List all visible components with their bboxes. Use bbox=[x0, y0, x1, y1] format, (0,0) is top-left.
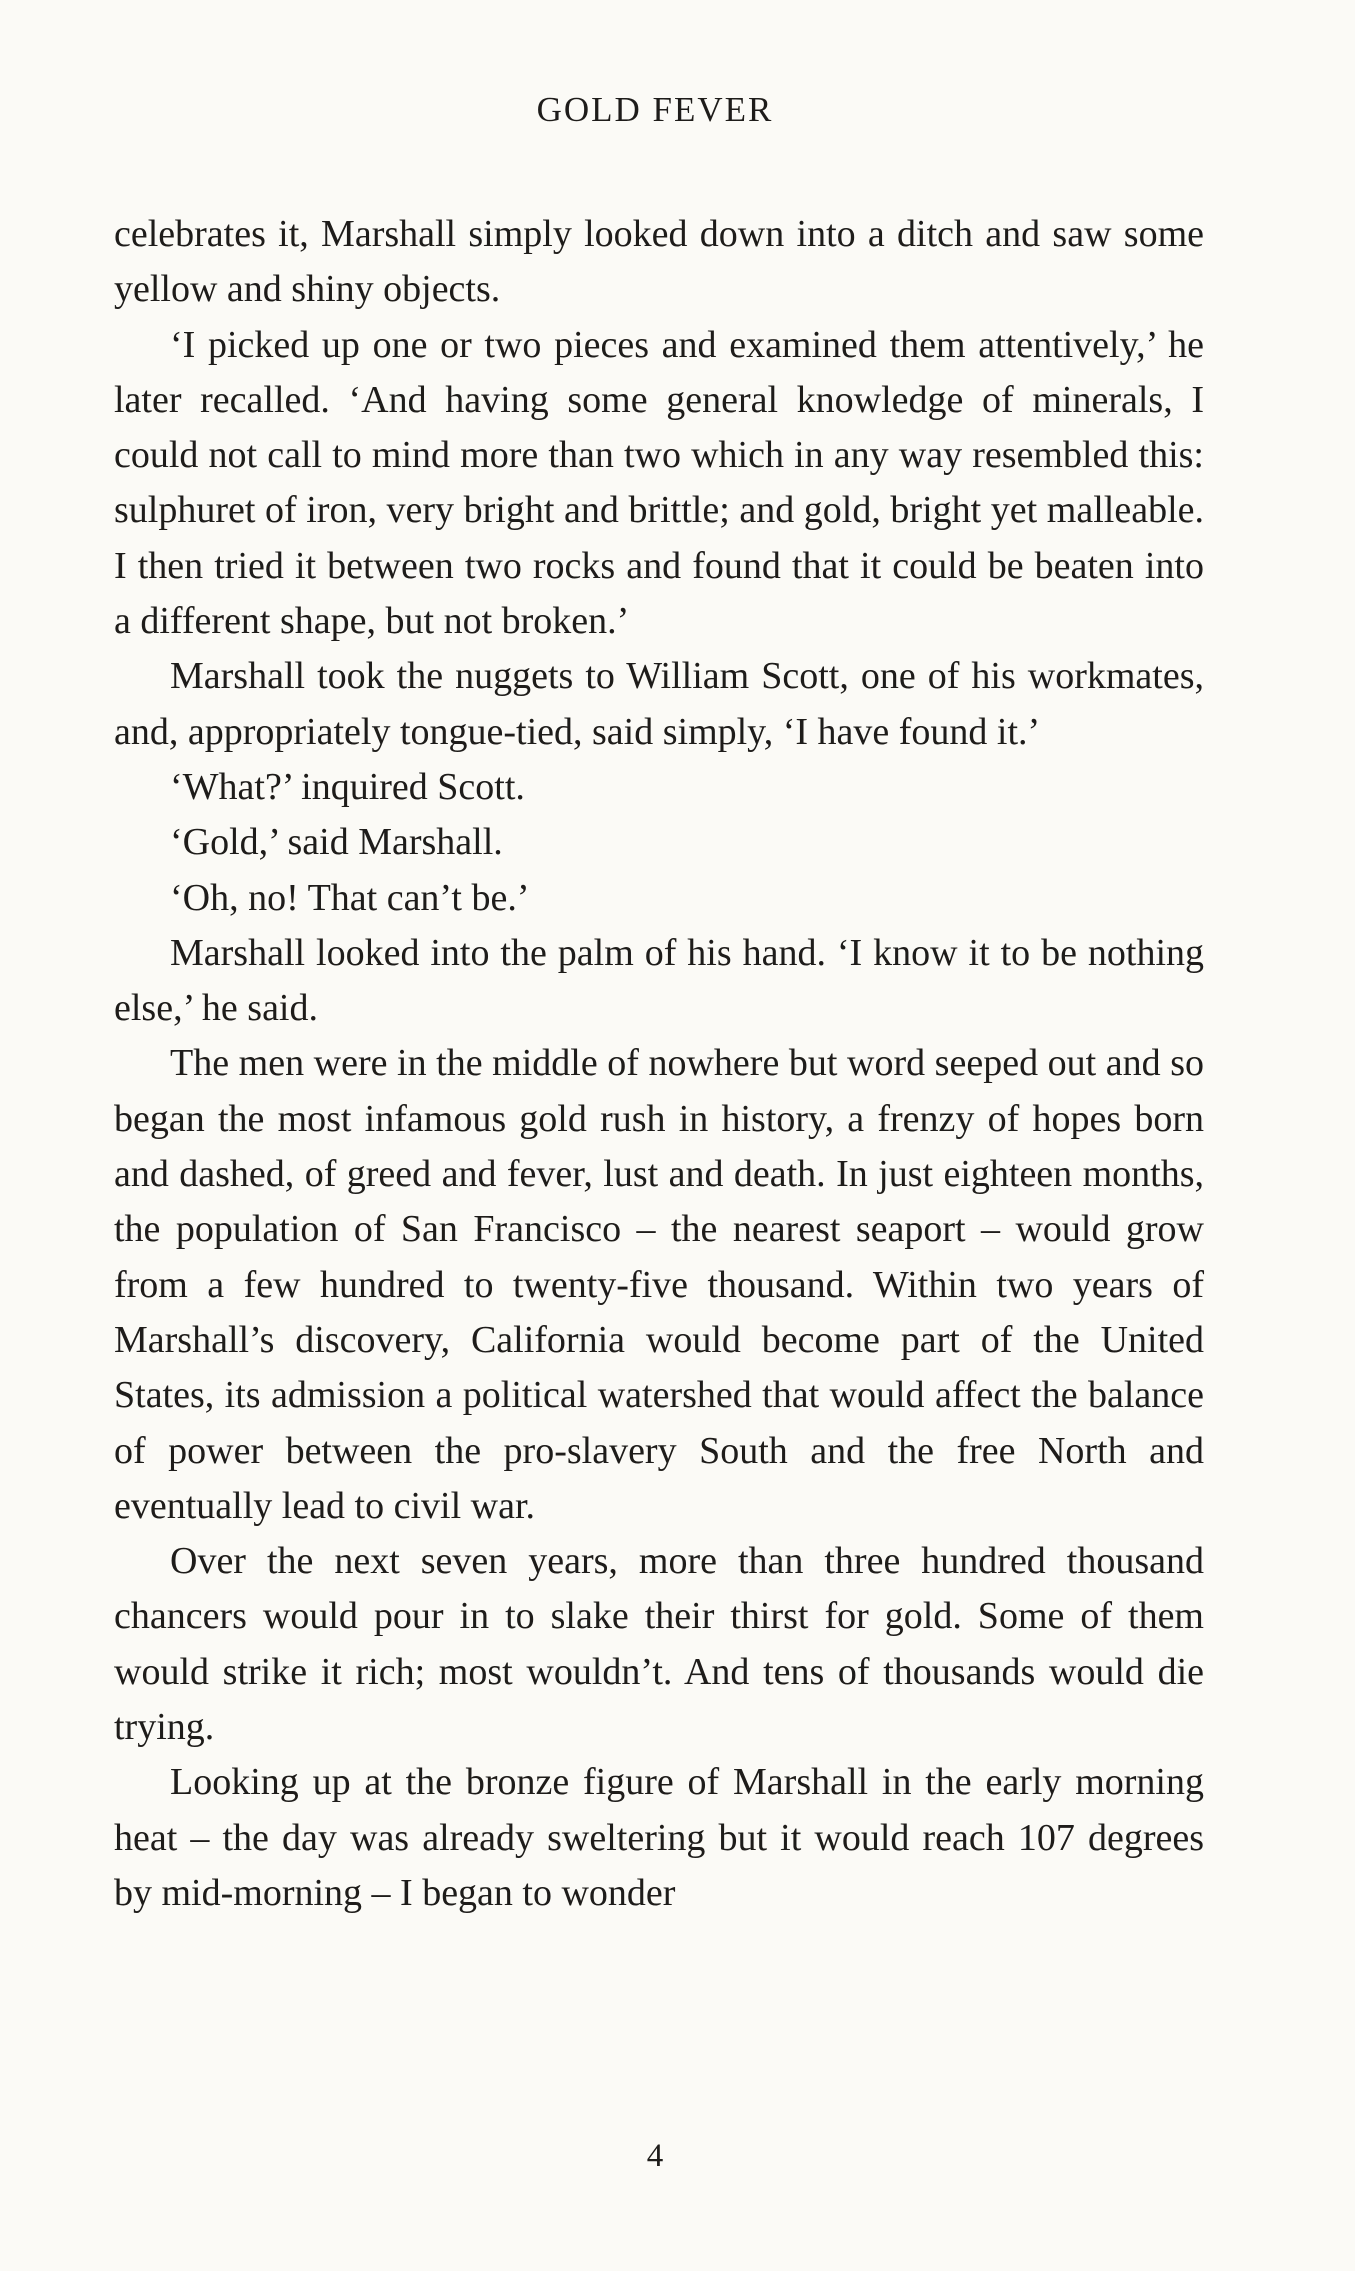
paragraph-seven-years: Over the next seven years, more than three hundred thousand chancers would pour in to slake their thirst for gold. Some of them would strike it rich; most wouldn’t. And tens of thousands would die trying. bbox=[114, 1540, 1204, 1749]
paragraph-marshall-quote: ‘I picked up one or two pieces and examined them attentively,’ he later recalled. ‘And having some general knowledge of minerals, I could not call to mind more than two which in any way resembled this: sulphuret of iron, very bright and brittle; and gold, bright yet malleable. I then tried it between two rocks and found that it could be beaten into a different shape, but not broken.’ bbox=[114, 323, 1204, 643]
dialogue-gold: ‘Gold,’ said Marshall. bbox=[170, 821, 503, 864]
paragraph-bronze-figure: Looking up at the bronze figure of Marshall in the early morning heat – the day was already sweltering but it would reach 107 degrees by mid-morning – I began to wonder bbox=[114, 1761, 1204, 1914]
page-number: 4 bbox=[646, 2138, 664, 2174]
paragraph-continuation: celebrates it, Marshall simply looked down into a ditch and saw some yellow and shiny objects. bbox=[114, 213, 1204, 311]
paragraph-palm-of-hand: Marshall looked into the palm of his hand. ‘I know it to be nothing else,’ he said. bbox=[114, 931, 1204, 1030]
paragraph-william-scott: Marshall took the nuggets to William Scott, one of his workmates, and, appropriately tongue-tied, said simply, ‘I have found it.’ bbox=[114, 655, 1204, 753]
running-head: GOLD FEVER bbox=[536, 90, 774, 129]
body-text bbox=[114, 207, 1204, 1921]
paragraph-gold-rush: The men were in the middle of nowhere but word seeped out and so began the most infamous gold rush in history, a frenzy of hopes born and dashed, of greed and fever, lust and death. In just eighteen months, the population of San Francisco – the nearest seaport – would grow from a few hundred to twenty-five thousand. Within two years of Marshall’s discovery, California would become part of the United States, its admission a political watershed that would affect the balance of power between the pro-slavery South and the free North and eventually lead to civil war. bbox=[114, 1042, 1204, 1527]
dialogue-what: ‘What?’ inquired Scott. bbox=[170, 765, 525, 808]
dialogue-oh-no: ‘Oh, no! That can’t be.’ bbox=[170, 876, 530, 919]
